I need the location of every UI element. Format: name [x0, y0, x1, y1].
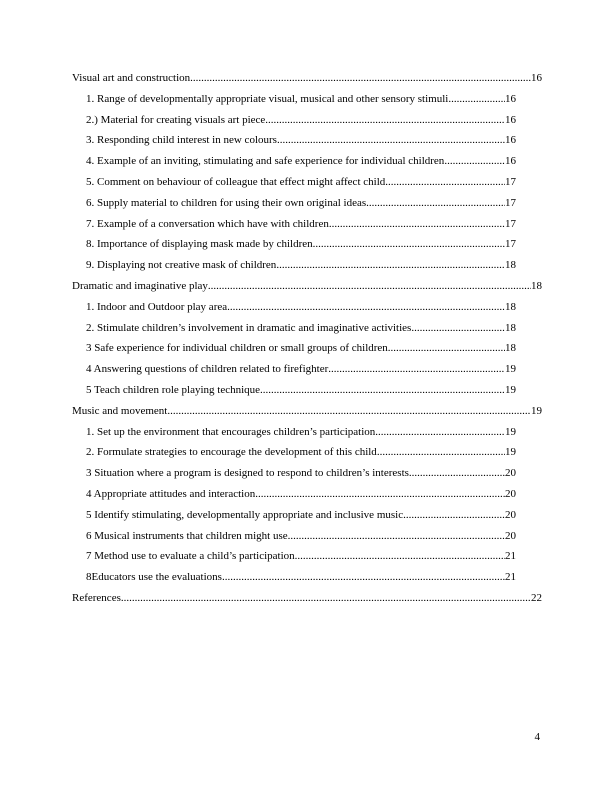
toc-entry[interactable]: [72, 89, 516, 110]
toc-entry-page: 21: [505, 550, 516, 563]
toc-entry-page: 18: [505, 342, 516, 355]
toc-entry-title: 5 Identify stimulating, developmentally appropriate and inclusive music: [86, 508, 404, 521]
toc-entry-title: 8. Importance of displaying mask made by children: [86, 238, 313, 251]
toc-entry[interactable]: [72, 110, 516, 131]
toc-entry[interactable]: [72, 484, 516, 505]
table-of-contents: [72, 68, 542, 609]
toc-entry-page: 19: [505, 425, 516, 438]
toc-entry-page: 20: [505, 529, 516, 542]
toc-leader-dots: [277, 130, 505, 151]
toc-entry-page: 20: [505, 467, 516, 480]
toc-entry[interactable]: [72, 68, 542, 89]
toc-leader-dots: [385, 172, 505, 193]
toc-entry-title: 5 Teach children role playing technique: [86, 383, 261, 396]
toc-leader-dots: [265, 110, 505, 131]
toc-entry[interactable]: [72, 318, 516, 339]
toc-entry[interactable]: [72, 422, 516, 443]
toc-entry-page: 19: [505, 383, 516, 396]
toc-leader-dots: [227, 297, 505, 318]
toc-leader-dots: [403, 505, 505, 526]
toc-entry[interactable]: [72, 567, 516, 588]
toc-entry[interactable]: [72, 276, 542, 297]
toc-entry[interactable]: [72, 463, 516, 484]
toc-entry-title: 1. Indoor and Outdoor play area: [86, 300, 228, 313]
toc-entry-page: 16: [505, 134, 516, 147]
toc-entry[interactable]: [72, 297, 516, 318]
toc-entry-page: 19: [505, 446, 516, 459]
toc-entry-title: 1. Range of developmentally appropriate visual, musical and other sensory stimuli: [86, 92, 449, 105]
toc-leader-dots: [288, 526, 505, 547]
toc-entry-page: 20: [505, 508, 516, 521]
toc-entry-page: 21: [505, 571, 516, 584]
toc-leader-dots: [276, 255, 505, 276]
toc-entry-title: 1. Set up the environment that encourages children’s participation: [86, 425, 376, 438]
toc-leader-dots: [167, 401, 531, 422]
toc-entry-title: 4 Answering questions of children related to firefighter: [86, 363, 329, 376]
toc-entry-page: 20: [505, 487, 516, 500]
toc-leader-dots: [328, 359, 505, 380]
toc-entry[interactable]: [72, 151, 516, 172]
toc-entry-title: References: [72, 591, 121, 604]
toc-leader-dots: [121, 588, 531, 609]
toc-entry-page: 18: [531, 279, 542, 292]
toc-entry-title: 3. Responding child interest in new colours: [86, 134, 277, 147]
toc-entry-title: 7. Example of a conversation which have with children: [86, 217, 329, 230]
toc-entry[interactable]: [72, 401, 542, 422]
toc-entry-page: 16: [505, 92, 516, 105]
toc-entry-page: 16: [505, 113, 516, 126]
toc-leader-dots: [377, 442, 505, 463]
toc-entry-title: 5. Comment on behaviour of colleague that effect might affect child: [86, 175, 386, 188]
toc-entry-title: 3 Safe experience for individual children or small groups of children: [86, 342, 388, 355]
toc-leader-dots: [366, 193, 505, 214]
toc-entry-page: 19: [505, 363, 516, 376]
toc-entry-title: 4 Appropriate attitudes and interaction: [86, 487, 256, 500]
page-number: 4: [534, 731, 540, 743]
toc-entry[interactable]: [72, 172, 516, 193]
toc-entry[interactable]: [72, 338, 516, 359]
toc-leader-dots: [388, 338, 505, 359]
toc-entry-title: Music and movement: [72, 404, 168, 417]
toc-leader-dots: [313, 234, 505, 255]
toc-entry-title: 9. Displaying not creative mask of children: [86, 259, 277, 272]
toc-entry[interactable]: [72, 214, 516, 235]
toc-leader-dots: [444, 151, 505, 172]
toc-entry[interactable]: [72, 442, 516, 463]
toc-entry[interactable]: [72, 255, 516, 276]
toc-entry[interactable]: [72, 130, 516, 151]
toc-leader-dots: [411, 318, 505, 339]
toc-entry-title: 4. Example of an inviting, stimulating and safe experience for individual children: [86, 155, 445, 168]
toc-entry-page: 17: [505, 196, 516, 209]
toc-entry-page: 16: [505, 155, 516, 168]
toc-entry-title: 6. Supply material to children for using their own original ideas: [86, 196, 367, 209]
toc-entry-page: 16: [531, 72, 542, 84]
toc-entry[interactable]: [72, 505, 516, 526]
toc-entry-page: 22: [531, 591, 542, 604]
toc-entry[interactable]: [72, 193, 516, 214]
toc-leader-dots: [208, 276, 531, 297]
toc-entry[interactable]: [72, 359, 516, 380]
toc-entry-title: 2. Formulate strategies to encourage the development of this child: [86, 446, 377, 459]
toc-leader-dots: [448, 89, 505, 110]
toc-entry-page: 18: [505, 321, 516, 334]
toc-entry[interactable]: [72, 588, 542, 609]
toc-entry-title: Visual art and construction: [72, 72, 191, 84]
toc-entry-title: 8Educators use the evaluations: [86, 571, 222, 584]
toc-leader-dots: [375, 422, 505, 443]
toc-leader-dots: [409, 463, 505, 484]
toc-entry[interactable]: [72, 546, 516, 567]
toc-entry[interactable]: [72, 526, 516, 547]
toc-entry-title: 7 Method use to evaluate a child’s participation: [86, 550, 295, 563]
toc-leader-dots: [255, 484, 505, 505]
toc-entry-title: 3 Situation where a program is designed to respond to children’s interests: [86, 467, 409, 480]
toc-leader-dots: [329, 214, 505, 235]
toc-leader-dots: [190, 68, 531, 89]
toc-leader-dots: [295, 546, 505, 567]
toc-entry[interactable]: [72, 380, 516, 401]
toc-entry-page: 19: [531, 404, 542, 417]
toc-entry-title: 2. Stimulate children’s involvement in dramatic and imaginative activities: [86, 321, 412, 334]
toc-entry-page: 17: [505, 238, 516, 251]
toc-entry-page: 18: [505, 300, 516, 313]
toc-entry-title: 6 Musical instruments that children might use: [86, 529, 288, 542]
toc-leader-dots: [222, 567, 505, 588]
toc-entry-title: 2.) Material for creating visuals art piece: [86, 113, 266, 126]
toc-entry-title: Dramatic and imaginative play: [72, 279, 208, 292]
toc-entry[interactable]: [72, 234, 516, 255]
toc-leader-dots: [260, 380, 505, 401]
toc-entry-page: 17: [505, 175, 516, 188]
toc-entry-page: 17: [505, 217, 516, 230]
toc-entry-page: 18: [505, 259, 516, 272]
